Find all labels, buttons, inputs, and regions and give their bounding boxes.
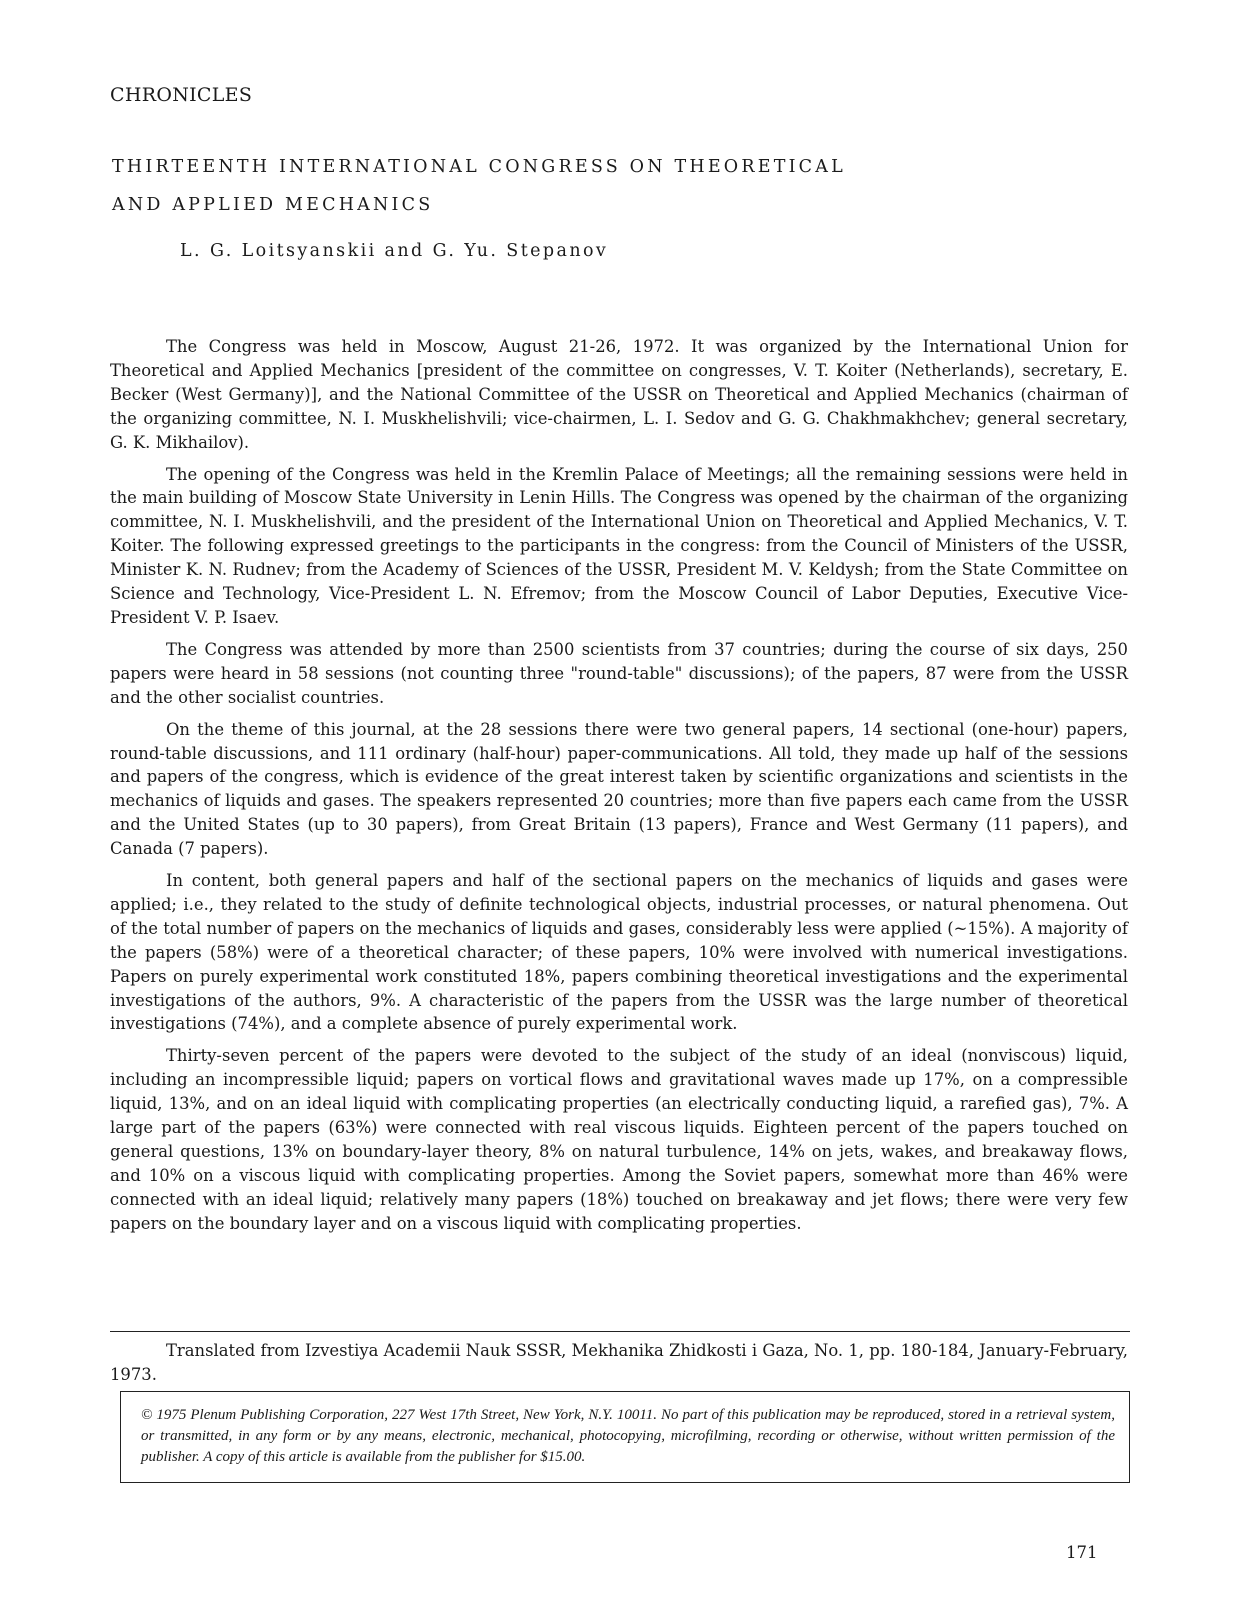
authors: L. G. Loitsyanskii and G. Yu. Stepanov [180,241,609,261]
copyright-text: © 1975 Plenum Publishing Corporation, 227 West 17th Street, New York, N.Y. 10011. No part of this publication may be reproduced, stored in a retrieval system, or transmitted, in any form or by any means, electronic, mechanical, photocopying, microfilming, recording or otherwise, without written permission of the publisher. A copy of this article is available from the publisher for $15.00. [141,1407,1115,1465]
paragraph-3: The Congress was attended by more than 2500 scientists from 37 countries; during the course of six days, 250 papers were heard in 58 sessions (not counting three "round-table" discussions); of the papers, 87 were from the USSR and the other socialist countries. [110,639,1128,707]
paragraph-4: On the theme of this journal, at the 28 sessions there were two general papers, 14 sectional (one-hour) papers, round-table discussions, and 111 ordinary (half-hour) paper-communications. All told, they made up half of the sessions and papers of the congress, which is evidence of the great interest taken by scientific organizations and scientists in the mechanics of liquids and gases. The speakers represented 20 countries; more than five papers each came from the USSR and the United States (up to 30 papers), from Great Britain (13 papers), France and West Germany (11 papers), and Canada (7 papers). [110,719,1128,859]
article-title-line-1: THIRTEENTH INTERNATIONAL CONGRESS ON THEORETICAL [112,157,846,177]
copyright-notice [120,1391,1130,1483]
article-title-line-2: AND APPLIED MECHANICS [112,195,434,215]
translation-note: Translated from Izvestiya Academii Nauk SSSR, Mekhanika Zhidkosti i Gaza, No. 1, pp. 180-184, January-February, 1973. [110,1341,1128,1384]
paragraph-2: The opening of the Congress was held in the Kremlin Palace of Meetings; all the remaining sessions were held in the main building of Moscow State University in Lenin Hills. The Congress was opened by the chairman of the organizing committee, N. I. Muskhelishvili, and the president of the International Union on Theoretical and Applied Mechanics, V. T. Koiter. The following expressed greetings to the participants in the congress: from the Council of Ministers of the USSR, Minister K. N. Rudnev; from the Academy of Sciences of the USSR, President M. V. Keldysh; from the State Committee on Science and Technology, Vice-President L. N. Efremov; from the Moscow Council of Labor Deputies, Executive Vice-President V. P. Isaev. [110,464,1128,627]
paragraph-1: The Congress was held in Moscow, August 21-26, 1972. It was organized by the International Union for Theoretical and Applied Mechanics [president of the committee on congresses, V. T. Koiter (Netherlands), secretary, E. Becker (West Germany)], and the National Committee of the USSR on Theoretical and Applied Mechanics (chairman of the organizing committee, N. I. Muskhelishvili; vice-chairmen, L. I. Sedov and G. G. Chakhmakhchev; general secretary, G. K. Mikhailov). [110,337,1128,452]
paragraph-5: In content, both general papers and half of the sectional papers on the mechanics of liquids and gases were applied; i.e., they related to the study of definite technological objects, industrial processes, or natural phenomena. Out of the total number of papers on the mechanics of liquids and gases, considerably less were applied (~15%). A majority of the papers (58%) were of a theoretical character; of these papers, 10% were involved with numerical investigations. Papers on purely experimental work constituted 18%, papers combining theoretical investigations and the experimental investigations of the authors, 9%. A characteristic of the papers from the USSR was the large number of theoretical investigations (74%), and a complete absence of purely experimental work. [110,871,1128,1034]
paragraph-6: Thirty-seven percent of the papers were devoted to the subject of the study of an ideal (nonviscous) liquid, including an incompressible liquid; papers on vortical flows and gravitational waves made up 17%, on a compressible liquid, 13%, and on an ideal liquid with complicating properties (an electrically conducting liquid, a rarefied gas), 7%. A large part of the papers (63%) were connected with real viscous liquids. Eighteen percent of the papers touched on general questions, 13% on boundary-layer theory, 8% on natural turbulence, 14% on jets, wakes, and breakaway flows, and 10% on a viscous liquid with complicating properties. Among the Soviet papers, somewhat more than 46% were connected with an ideal liquid; relatively many papers (18%) touched on breakaway and jet flows; there were very few papers on the boundary layer and on a viscous liquid with complicating properties. [110,1046,1128,1233]
section-label: CHRONICLES [110,84,253,106]
footnote-divider [110,1331,1130,1332]
article-body [110,335,1128,1244]
page-number: 171 [1066,1543,1098,1562]
